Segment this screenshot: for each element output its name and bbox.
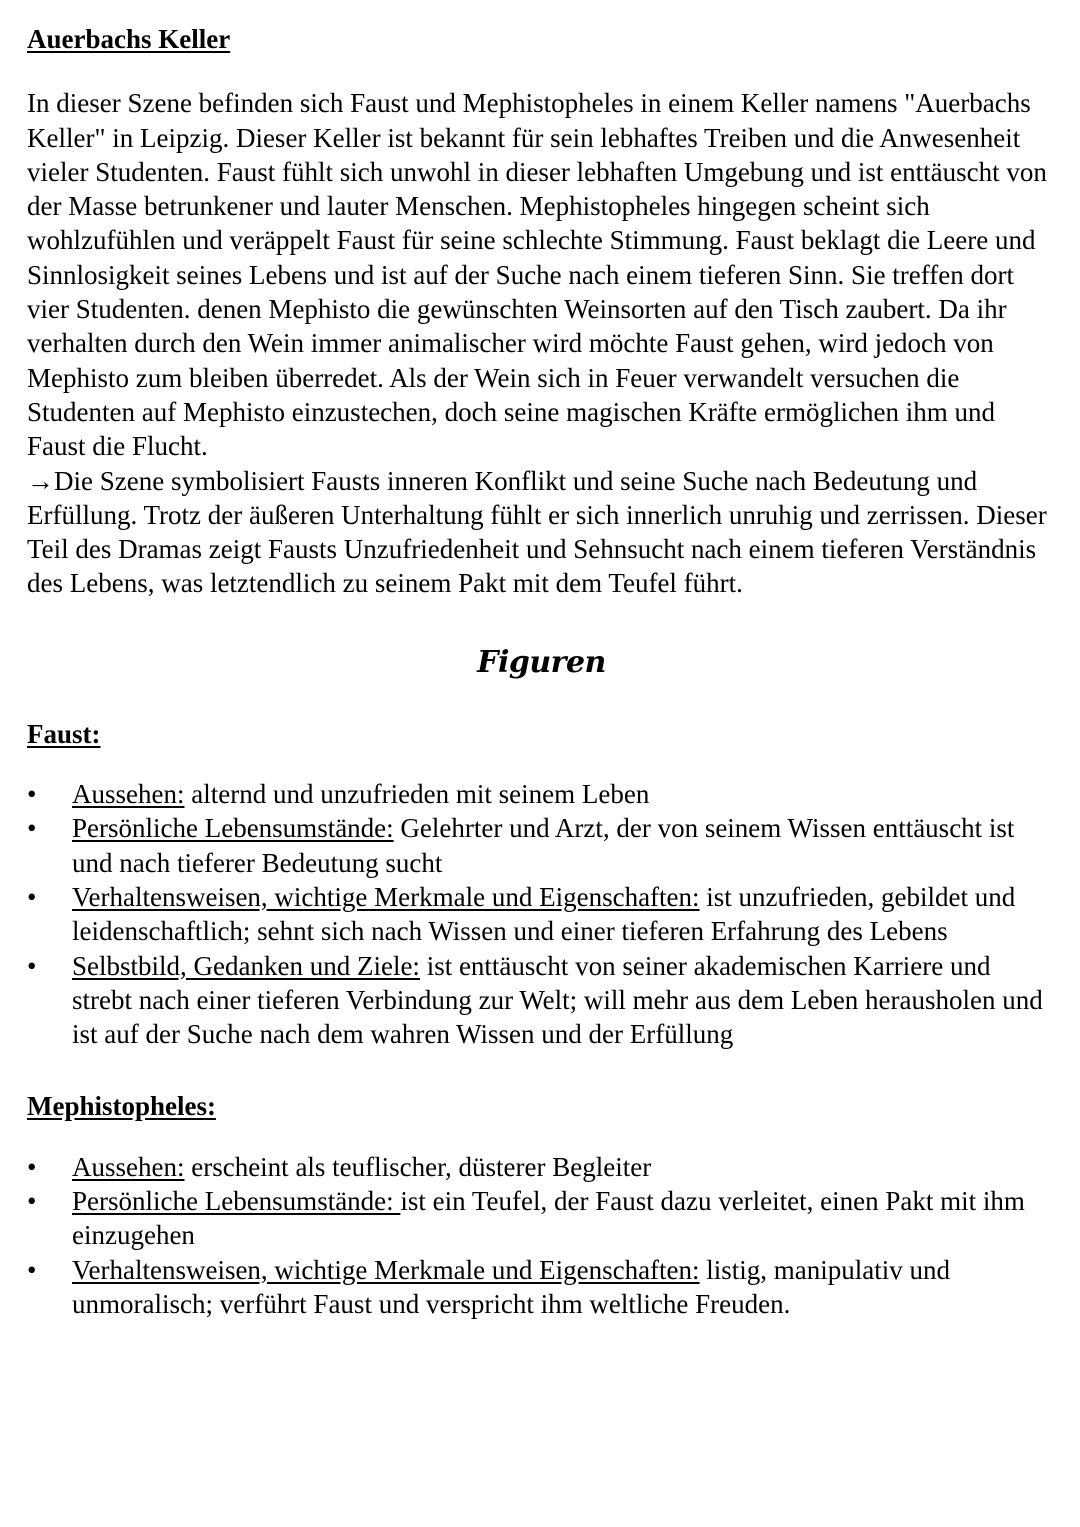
trait-label: Persönliche Lebensumstände: [72,813,394,844]
trait-label: Aussehen: [72,779,185,810]
bullet-icon: • [27,1254,37,1285]
trait-text: ist unzufrieden, gebildet und leidenschaftlich; sehnt sich nach Wissen und einer tieferen Erfahrung des Lebens [72,881,1016,947]
bullet-icon: • [27,1151,37,1182]
scene-conclusion: →Die Szene symbolisiert Fausts inneren Konflikt und seine Suche nach Bedeutung und Erfüllung. Trotz der äußeren Unterhaltung fühlt er sich innerlich unruhig und zerrissen. Dieser Teil des Dramas zeigt Fausts Unzufriedenheit und Sehnsucht nach einem tieferen Verständnis des Lebens, was letztendlich zu seinem Pakt mit dem Teufel führt. [27,465,1047,599]
bullet-icon: • [27,881,37,912]
bullet-icon: • [27,813,37,844]
list-item [27,1150,1056,1184]
trait-text: alternd und unzufrieden mit seinem Leben [184,779,650,810]
bullet-icon: • [27,950,37,981]
list-item [27,1184,1056,1253]
trait-text: ist ein Teufel, der Faust dazu verleitet, einen Pakt mit ihm einzugehen [72,1186,1025,1251]
list-item [27,880,1056,949]
trait-label: Verhaltensweisen, wichtige Merkmale und Eigenschaften: [72,1254,700,1285]
trait-text: listig, manipulativ und unmoralisch; verführt Faust und verspricht ihm weltliche Freuden. [72,1254,951,1319]
trait-text: ist enttäuscht von seiner akademischen Karriere und strebt nach einer tieferen Verbindung zur Welt; will mehr aus dem Leben herausholen und ist auf der Suche nach dem wahren Wissen und der Erfüllung [72,950,1043,1050]
list-item [27,777,1056,811]
trait-text: Gelehrter und Arzt, der von seinem Wissen enttäuscht ist und nach tieferer Bedeutung sucht [72,813,1015,878]
character-heading-faust: Faust: [27,718,101,749]
trait-label: Selbstbild, Gedanken und Ziele: [72,950,420,981]
mephistopheles-trait-list [27,1150,1056,1321]
trait-label: Persönliche Lebensumstände: [72,1186,401,1217]
character-heading-mephistopheles: Mephistopheles: [27,1091,216,1122]
bullet-icon: • [27,1186,37,1217]
faust-trait-list [27,777,1056,1051]
trait-text: erscheint als teuflischer, düsterer Begleiter [184,1151,652,1182]
list-item [27,949,1056,1052]
scene-summary: In dieser Szene befinden sich Faust und Mephistopheles in einem Keller namens "Auerbachs Keller" in Leipzig. Dieser Keller ist bekannt für sein lebhaftes Treiben und die Anwesenheit vieler Studenten. Faust fühlt sich unwohl in dieser lebhaften Umgebung und ist enttäuscht von der Masse betrunkener und lauter Menschen. Mephistopheles hingegen scheint sich wohlzufühlen und veräppelt Faust für seine schlechte Stimmung. Faust beklagt die Leere und Sinnlosigkeit seines Lebens und ist auf der Suche nach einem tieferen Sinn. Sie treffen dort vier Studenten. denen Mephisto die gewünschten Weinsorten auf den Tisch zaubert. Da ihr verhalten durch den Wein immer animalischer wird möchte Faust gehen, wird jedoch von Mephisto zum bleiben überredet. Als der Wein sich in Feuer verwandelt versuchen die Studenten auf Mephisto einzustechen, doch seine magischen Kräfte ermöglichen ihm und Faust die Flucht. [27,88,1047,462]
bullet-icon: • [27,779,37,810]
figures-title: Figuren [477,644,606,680]
trait-label: Verhaltensweisen, wichtige Merkmale und Eigenschaften: [72,881,700,912]
list-item [27,1253,1056,1322]
list-item [27,811,1056,880]
trait-label: Aussehen: [72,1151,185,1182]
scene-title: Auerbachs Keller [27,24,231,54]
scene-summary-block [27,86,1056,600]
